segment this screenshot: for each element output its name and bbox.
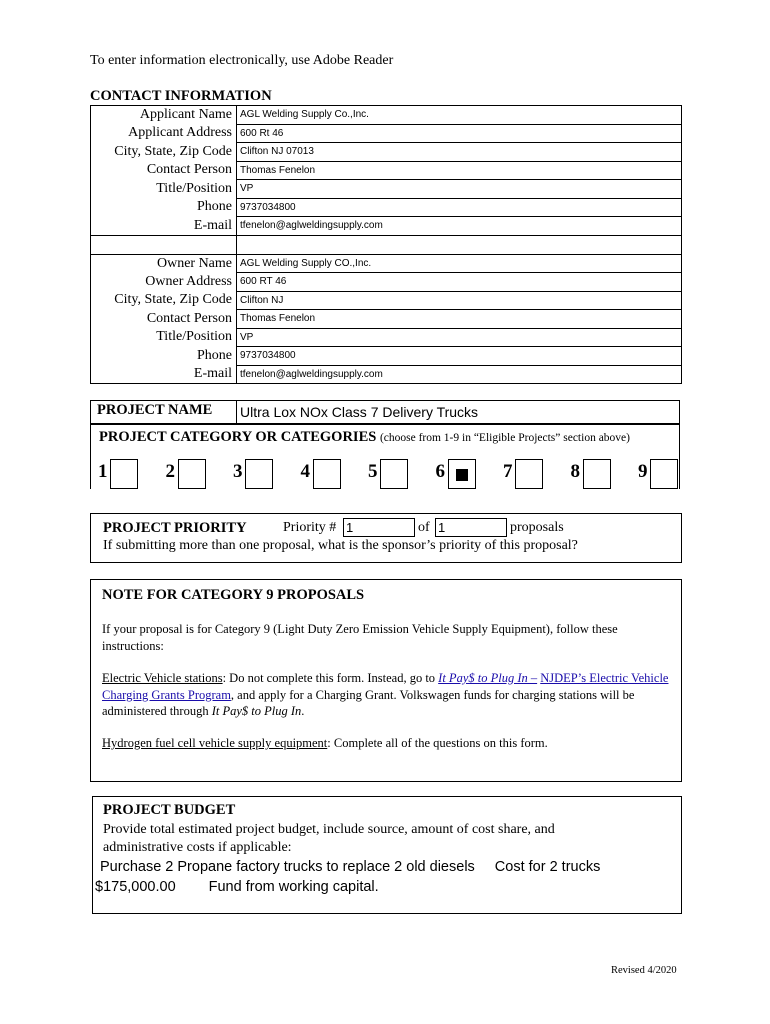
field-value[interactable]: Clifton NJ <box>237 291 682 310</box>
priority-input[interactable]: 1 <box>343 518 415 537</box>
contact-row <box>91 198 682 217</box>
contact-row <box>91 254 682 273</box>
field-value[interactable]: AGL Welding Supply Co.,Inc. <box>237 106 682 125</box>
budget-funding-source: Fund from working capital. <box>208 878 379 895</box>
category-1-checkbox[interactable] <box>110 459 138 489</box>
field-value[interactable]: 600 RT 46 <box>237 273 682 292</box>
field-value[interactable]: AGL Welding Supply CO.,Inc. <box>237 254 682 273</box>
field-value[interactable]: tfenelon@aglweldingsupply.com <box>237 217 682 236</box>
field-value[interactable]: 9737034800 <box>237 198 682 217</box>
budget-instructions: Provide total estimated project budget, include source, amount of cost share, and administrative costs if applicable: <box>103 822 555 855</box>
revision-date: Revised 4/2020 <box>611 965 677 976</box>
contact-row <box>91 291 682 310</box>
contact-row <box>91 124 682 143</box>
field-label: Applicant Name <box>91 106 237 125</box>
contact-row <box>91 328 682 347</box>
category-8-checkbox[interactable] <box>583 459 611 489</box>
category9-heading: NOTE FOR CATEGORY 9 PROPOSALS <box>102 587 365 603</box>
priority-label: Priority # <box>283 520 337 535</box>
project-name-box <box>90 400 680 424</box>
budget-heading: PROJECT BUDGET <box>103 802 236 818</box>
category-4-label: 4 <box>300 461 310 482</box>
category9-intro: If your proposal is for Category 9 (Light Duty Zero Emission Vehicle Supply Equipment), follow these instructions: <box>102 622 618 653</box>
contact-row <box>91 106 682 125</box>
category-6-checkbox[interactable] <box>448 459 476 489</box>
category-6-label: 6 <box>435 461 445 482</box>
category-2-label: 2 <box>165 461 175 482</box>
proposals-label: proposals <box>510 520 564 535</box>
field-value[interactable]: tfenelon@aglweldingsupply.com <box>237 365 682 384</box>
spacer-label <box>91 235 237 254</box>
field-label: Title/Position <box>91 180 237 199</box>
ev-text-3: . <box>301 704 305 718</box>
project-category-label-row <box>99 429 630 446</box>
project-name-label: PROJECT NAME <box>97 402 213 418</box>
field-label: Phone <box>91 347 237 366</box>
field-label: Title/Position <box>91 328 237 347</box>
field-value[interactable]: VP <box>237 328 682 347</box>
field-label: Applicant Address <box>91 124 237 143</box>
field-value[interactable]: Clifton NJ 07013 <box>237 143 682 162</box>
budget-line1-description: Purchase 2 Propane factory trucks to replace 2 old diesels <box>100 859 475 875</box>
field-label: Contact Person <box>91 161 237 180</box>
field-value[interactable]: VP <box>237 180 682 199</box>
field-label: E-mail <box>91 365 237 384</box>
field-label: Contact Person <box>91 310 237 329</box>
h2-paragraph <box>102 736 548 751</box>
ev-italic: It Pay$ to Plug In <box>211 704 302 718</box>
field-label: City, State, Zip Code <box>91 143 237 162</box>
category-4-checkbox[interactable] <box>313 459 341 489</box>
field-label: Phone <box>91 198 237 217</box>
category-3-label: 3 <box>233 461 243 482</box>
priority-box <box>90 513 682 563</box>
field-value[interactable]: 600 Rt 46 <box>237 124 682 143</box>
h2-label: Hydrogen fuel cell vehicle supply equipment <box>102 736 328 750</box>
category-3-checkbox[interactable] <box>245 459 273 489</box>
ev-paragraph <box>102 670 672 720</box>
contact-row <box>91 365 682 384</box>
ev-text-2: , and apply for a Charging Grant. Volkswagen funds for charging stations will be administered through <box>102 687 635 718</box>
category-9-checkbox[interactable] <box>650 459 678 489</box>
field-value[interactable]: Thomas Fenelon <box>237 161 682 180</box>
project-category-hint: (choose from 1-9 in “Eligible Projects” section above) <box>379 432 630 444</box>
contact-heading: CONTACT INFORMATION <box>90 88 272 104</box>
category-2-checkbox[interactable] <box>178 459 206 489</box>
contact-spacer-row <box>91 235 682 254</box>
total-proposals-input[interactable]: 1 <box>435 518 507 537</box>
priority-question: If submitting more than one proposal, what is the sponsor’s priority of this proposal? <box>103 538 578 553</box>
field-value[interactable]: 9737034800 <box>237 347 682 366</box>
spacer-value <box>237 235 682 254</box>
category9-note-box <box>90 579 682 782</box>
h2-text: : Complete all of the questions on this form. <box>327 736 548 750</box>
contact-row <box>91 310 682 329</box>
contact-row <box>91 217 682 236</box>
contact-row <box>91 161 682 180</box>
category-1-label: 1 <box>98 461 108 482</box>
contact-row <box>91 273 682 292</box>
category-8-label: 8 <box>570 461 580 482</box>
category-9-label: 9 <box>638 461 648 482</box>
field-label: Owner Name <box>91 254 237 273</box>
project-name-field[interactable]: Ultra Lox NOx Class 7 Delivery Trucks <box>236 401 680 423</box>
priority-heading: PROJECT PRIORITY <box>103 520 247 536</box>
category-5-label: 5 <box>368 461 378 482</box>
project-category-label: PROJECT CATEGORY OR CATEGORIES <box>99 429 377 445</box>
contact-table <box>90 105 682 384</box>
contact-row <box>91 143 682 162</box>
njdep-grants-link[interactable]: NJDEP’s Electric Vehicle Charging Grants Program <box>102 671 669 702</box>
field-label: E-mail <box>91 217 237 236</box>
of-label: of <box>418 520 430 535</box>
budget-line1-cost-label: Cost for 2 trucks <box>494 859 601 875</box>
field-value[interactable]: Thomas Fenelon <box>237 310 682 329</box>
budget-amount: $175,000.00 <box>95 878 176 895</box>
category-7-label: 7 <box>503 461 513 482</box>
budget-box <box>92 796 682 914</box>
category-5-checkbox[interactable] <box>380 459 408 489</box>
contact-row <box>91 347 682 366</box>
field-label: City, State, Zip Code <box>91 291 237 310</box>
adobe-reader-note: To enter information electronically, use Adobe Reader <box>90 53 394 68</box>
ev-label: Electric Vehicle stations <box>102 671 223 685</box>
ev-text-1: : Do not complete this form. Instead, go to <box>222 671 439 685</box>
category-7-checkbox[interactable] <box>515 459 543 489</box>
field-label: Owner Address <box>91 273 237 292</box>
it-pays-to-plug-in-link[interactable]: It Pay$ to Plug In – <box>438 671 538 685</box>
contact-row <box>91 180 682 199</box>
budget-input[interactable] <box>93 858 681 904</box>
